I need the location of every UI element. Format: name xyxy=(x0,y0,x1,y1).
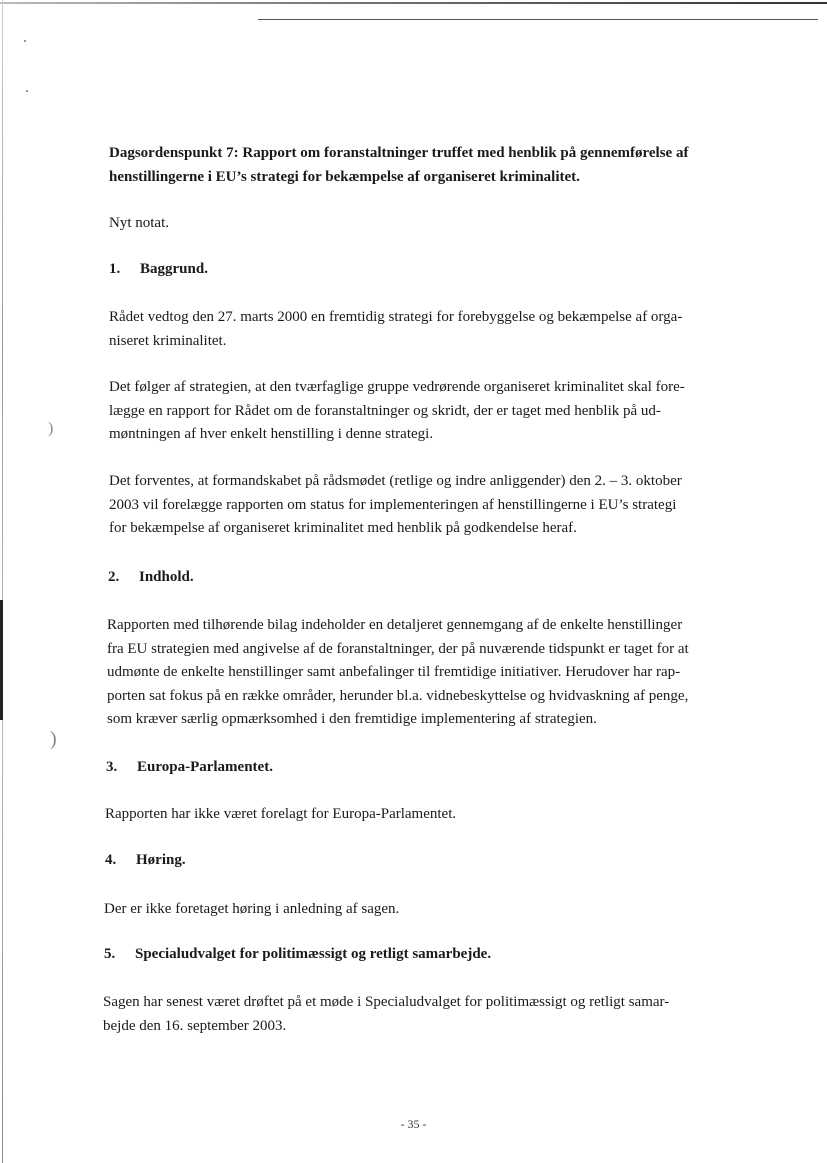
section-number: 3. xyxy=(106,759,118,775)
section-heading-hoering xyxy=(105,852,186,869)
section-title: Baggrund. xyxy=(140,261,208,277)
scan-shadow-left xyxy=(0,600,3,720)
paragraph-line: Der er ikke foretaget høring i anledning af sagen. xyxy=(104,901,400,917)
paragraph-line: Rådet vedtog den 27. marts 2000 en fremtidig strategi for forebyggelse og bekæmpelse af orga- xyxy=(109,309,683,325)
paragraph-line: møntningen af hver enkelt henstilling i denne strategi. xyxy=(109,426,434,442)
paragraph-line: Sagen har senest været drøftet på et møde i Specialudvalget for politimæssigt og retligt samar- xyxy=(103,994,670,1010)
paragraph-line: Rapporten har ikke været forelagt for Europa-Parlamentet. xyxy=(105,806,457,822)
paragraph xyxy=(103,991,669,1038)
title-line: henstillingerne i EU’s strategi for bekæmpelse af organiseret kriminalitet. xyxy=(109,168,580,185)
scan-speck xyxy=(24,40,26,42)
paragraph-line: udmønte de enkelte henstillinger samt anbefalinger til fremtidige initiativer. Herudover har rap- xyxy=(107,664,681,680)
section-title: Europa-Parlamentet. xyxy=(137,759,273,775)
section-title: Høring. xyxy=(136,852,186,868)
margin-paren-mark: ) xyxy=(50,728,57,750)
scan-speck xyxy=(26,90,28,92)
paragraph-line: Det forventes, at formandskabet på rådsmødet (retlige og indre anliggender) den 2. – 3. oktober xyxy=(109,473,682,489)
note-text xyxy=(109,212,169,236)
paragraph-line: Det følger af strategien, at den tværfaglige gruppe vedrørende organiseret kriminalitet skal fore- xyxy=(109,379,685,395)
page-number: - 35 - xyxy=(400,1117,427,1131)
scan-border-top xyxy=(0,2,827,4)
paragraph-line: som kræver særlig opmærksomhed i den fremtidige implementering af strategien. xyxy=(107,711,597,727)
section-heading-baggrund xyxy=(109,261,208,278)
paragraph-line: lægge en rapport for Rådet om de foranstaltninger og skridt, der er taget med henblik på ud- xyxy=(109,402,661,419)
section-heading-europa-parlamentet xyxy=(106,759,273,776)
section-number: 2. xyxy=(108,569,120,585)
note-line: Nyt notat. xyxy=(109,215,169,231)
document-title xyxy=(109,142,688,189)
paragraph xyxy=(109,376,685,447)
title-line: Dagsordenspunkt 7: Rapport om foranstaltninger truffet med henblik på gennemførelse af xyxy=(109,145,689,161)
paragraph-line: for bekæmpelse af organiseret kriminalitet med henblik på godkendelse heraf. xyxy=(109,520,577,536)
margin-paren-mark: ) xyxy=(48,420,54,437)
section-heading-indhold xyxy=(108,569,194,586)
section-number: 1. xyxy=(109,261,121,277)
paragraph-line: niseret kriminalitet. xyxy=(109,332,227,349)
paragraph-line: bejde den 16. september 2003. xyxy=(103,1017,287,1034)
paragraph xyxy=(109,470,682,541)
paragraph xyxy=(105,803,456,827)
paragraph xyxy=(109,306,682,353)
paragraph-line: Rapporten med tilhørende bilag indeholder en detaljeret gennemgang af de enkelte henstillinger xyxy=(107,617,683,633)
scan-border-left xyxy=(2,0,3,1163)
paragraph-line: porten sat fokus på en række områder, herunder bl.a. vidnebeskyttelse og hvidvaskning af penge, xyxy=(107,687,689,704)
paragraph xyxy=(104,898,399,922)
section-title: Specialudvalget for politimæssigt og retligt samarbejde. xyxy=(135,946,492,962)
section-heading-specialudvalget xyxy=(104,946,491,963)
section-number: 4. xyxy=(105,852,117,868)
paragraph-line: 2003 vil forelægge rapporten om status for implementeringen af henstillingerne i EU’s strategi xyxy=(109,496,677,513)
section-number: 5. xyxy=(104,946,116,962)
paragraph xyxy=(107,614,689,732)
scan-rule-top xyxy=(258,19,818,20)
section-title: Indhold. xyxy=(139,569,194,585)
paragraph-line: fra EU strategien med angivelse af de foranstaltninger, der på nuværende tidspunkt er taget for at xyxy=(107,640,689,657)
